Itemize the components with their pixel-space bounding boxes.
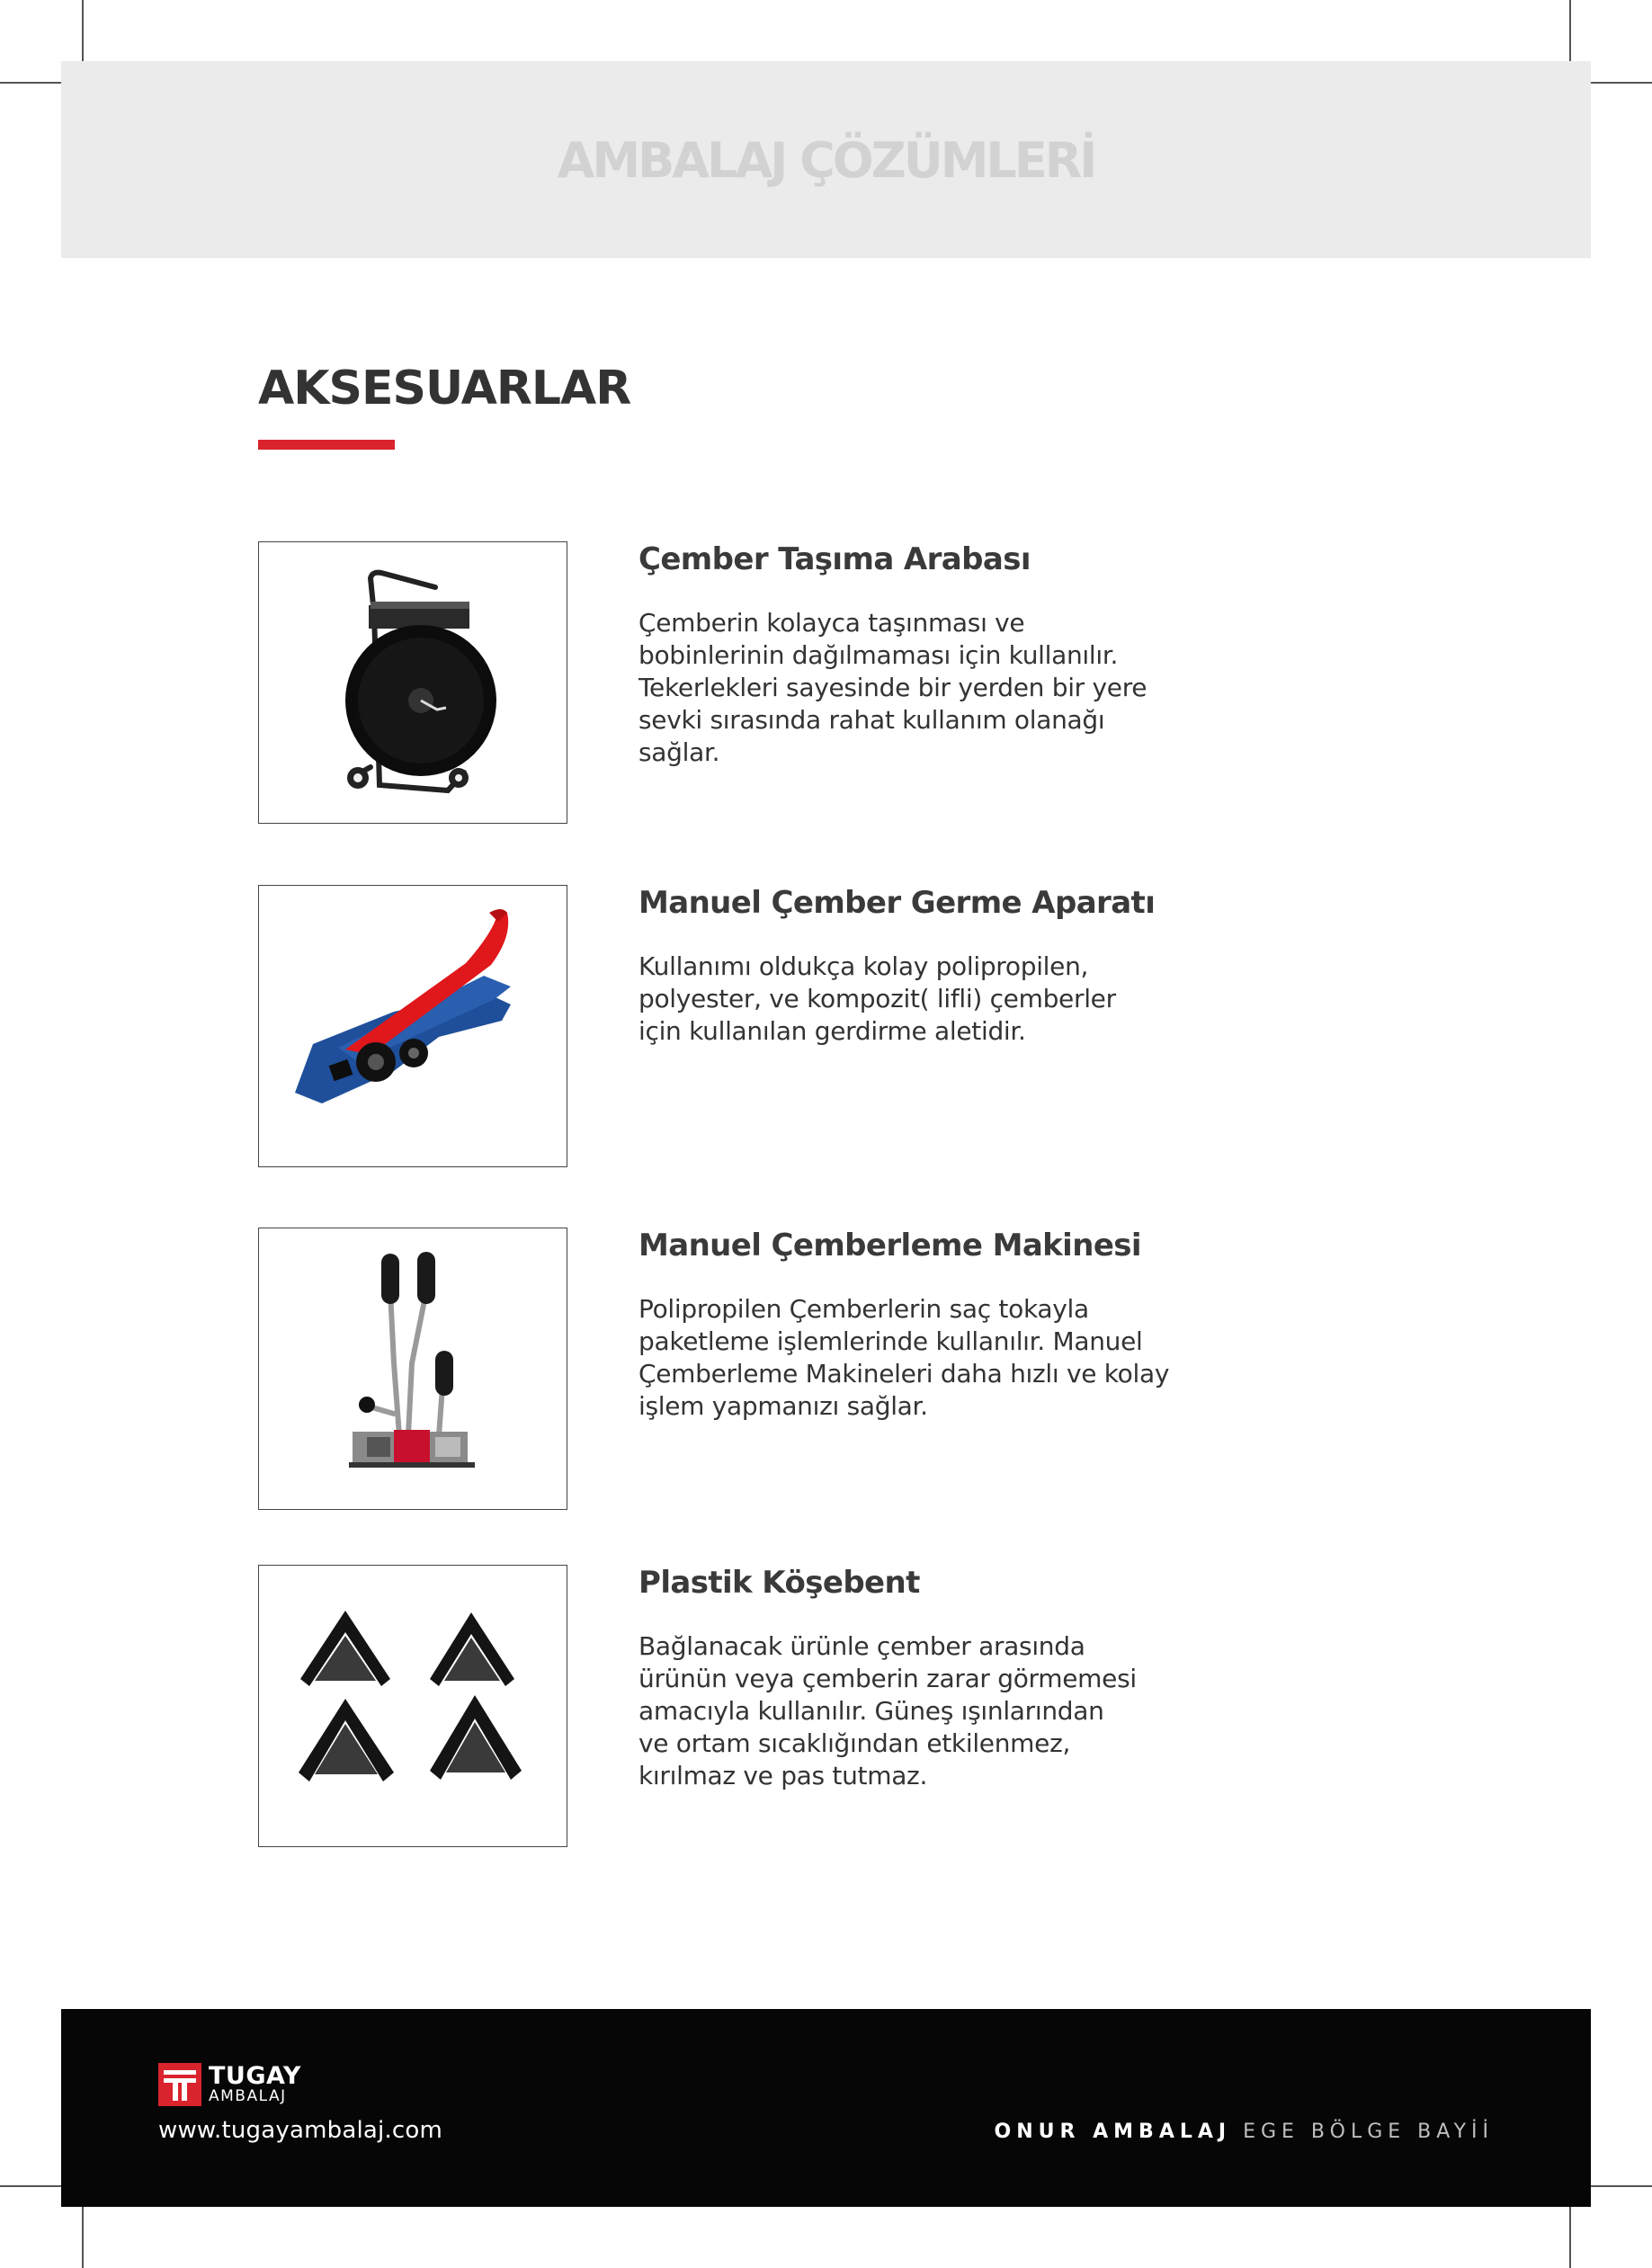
footer	[61, 2009, 1591, 2207]
product-item	[258, 541, 1427, 824]
strap-cart-icon	[259, 542, 567, 823]
crop-mark	[1585, 82, 1652, 84]
product-image-frame	[258, 1228, 567, 1510]
crop-mark	[82, 0, 84, 67]
product-image-frame	[258, 885, 567, 1167]
product-description: Kullanımı oldukça kolay polipropilen, polyester, ve kompozit( lifli) çemberler için kullanılan gerdirme aletidir.	[638, 951, 1116, 1046]
header-band	[61, 61, 1591, 258]
tensioner-tool-icon	[259, 886, 567, 1166]
dealer-name: ONUR AMBALAJ	[994, 2121, 1232, 2143]
product-item	[258, 1565, 1427, 1847]
product-name: Manuel Çemberleme Makinesi	[638, 1228, 1141, 1263]
product-image-frame	[258, 541, 567, 824]
crop-mark	[1569, 0, 1571, 67]
crop-mark	[0, 2185, 67, 2187]
product-description: Çemberin kolayca taşınması ve bobinlerinin dağılmaması için kullanılır. Tekerlekleri sayesinde bir yerden bir yere sevki sırasında rahat kullanım olanağı sağlar.	[638, 608, 1147, 767]
website-link[interactable]: www.tugayambalaj.com	[158, 2117, 443, 2144]
product-name: Manuel Çember Germe Aparatı	[638, 885, 1156, 921]
company-logo	[158, 2063, 301, 2106]
crop-mark	[0, 82, 67, 84]
product-image-frame	[258, 1565, 567, 1847]
crop-mark	[82, 2201, 84, 2268]
product-description: Polipropilen Çemberlerin saç tokayla paketleme işlemlerinde kullanılır. Manuel Çemberleme Makineleri daha hızlı ve kolay işlem yapmanızı sağlar.	[638, 1294, 1170, 1421]
product-name: Çember Taşıma Arabası	[638, 541, 1031, 577]
logo-name: TUGAY	[209, 2062, 301, 2090]
product-name: Plastik Köşebent	[638, 1565, 920, 1601]
crop-mark	[1585, 2185, 1652, 2187]
product-item	[258, 885, 1427, 1167]
product-description: Bağlanacak ürünle çember arasında ürünün veya çemberin zarar görmemesi amacıyla kullanılır. Güneş ışınlarından ve ortam sıcaklığından etkilenmez, kırılmaz ve pas tutmaz.	[638, 1631, 1137, 1790]
crop-mark	[1569, 2201, 1571, 2268]
corner-protector-icon	[259, 1566, 567, 1846]
logo-subtitle: AMBALAJ	[209, 2087, 287, 2105]
product-item	[258, 1228, 1427, 1510]
dealer-label	[995, 2121, 1494, 2143]
dealer-region: EGE BÖLGE BAYİİ	[1243, 2121, 1494, 2143]
tugay-logo-icon	[158, 2063, 201, 2106]
header-title: AMBALAJ ÇÖZÜMLERİ	[557, 132, 1095, 189]
section-title: AKSESUARLAR	[258, 362, 631, 415]
sealer-tool-icon	[259, 1228, 567, 1509]
section-underline	[258, 440, 395, 450]
